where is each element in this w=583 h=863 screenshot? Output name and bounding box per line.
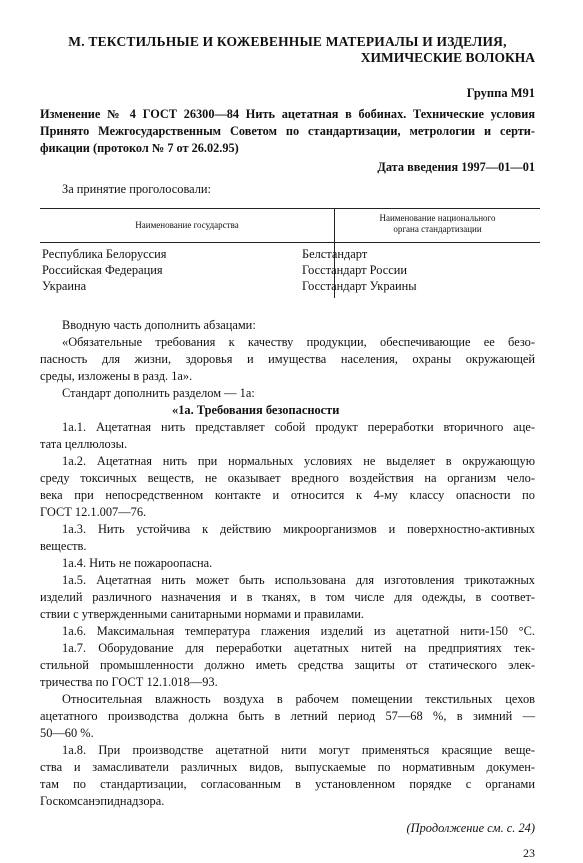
body-line: 1а.6. Максимальная температура глажения изделий из ацетатной нити-150 °С. xyxy=(62,624,535,638)
table-cell-state: Российская Федерация xyxy=(42,263,163,277)
body-line: века при непосредственном контакте и относится к 4-му классу опасности по xyxy=(40,488,535,502)
table-cell-body: Госстандарт Украины xyxy=(302,279,417,293)
body-line: «Обязательные требования к качеству продукции, обеспечивающие ее безо- xyxy=(62,335,535,349)
body-line: там по стандартизации, согласованным в установленном порядке с органами xyxy=(40,777,535,791)
adoption-line1: Принято Межгосударственным Советом по стандартизации, метрологии и серти- xyxy=(40,124,535,138)
safety-section-title: «1а. Требования безопасности xyxy=(172,403,340,417)
body-line: ства и замасливатели различных видов, выпускаемые по нормативным докумен- xyxy=(40,760,535,774)
column-header-body-line1: Наименование национального xyxy=(379,213,496,223)
body-line: 1а.3. Нить устойчива к действию микроорганизмов и поверхностно-активных xyxy=(62,522,535,536)
body-line: среды, изложены в разд. 1а». xyxy=(40,369,193,383)
section-heading-line2: ХИМИЧЕСКИЕ ВОЛОКНА xyxy=(360,50,535,65)
body-line: ацетатного производства должна быть в летний период 57—68 %, в зимний — xyxy=(40,709,535,723)
table-cell-body: Белстандарт xyxy=(302,247,368,261)
table-cell-state: Республика Белоруссия xyxy=(42,247,167,261)
voted-intro: За принятие проголосовали: xyxy=(62,182,211,196)
body-line: 1а.1. Ацетатная нить представляет собой продукт переработки вторичного аце- xyxy=(62,420,535,434)
page-number: 23 xyxy=(523,846,535,860)
body-line: пасность для жизни, здоровья и имущества населения, охраны окружающей xyxy=(40,352,535,366)
body-line: 1а.7. Оборудование для переработки ацетатных нитей на предприятиях тек- xyxy=(62,641,535,655)
table-top-rule xyxy=(40,208,540,209)
body-line: веществ. xyxy=(40,539,87,553)
table-cell-state: Украина xyxy=(42,279,87,293)
amendment-title: Изменение № 4 ГОСТ 26300—84 Нить ацетатная в бобинах. Технические условия xyxy=(40,107,535,121)
continuation-note: (Продолжение см. с. 24) xyxy=(406,821,535,835)
body-line: Вводную часть дополнить абзацами: xyxy=(62,318,256,332)
body-line: тричества по ГОСТ 12.1.018—93. xyxy=(40,675,218,689)
body-line: стильной промышленности должно иметь средства защиты от статического элек- xyxy=(40,658,535,672)
column-header-state: Наименование государства xyxy=(135,220,239,230)
body-line: изделий различного назначения и в тканях, в том числе для одежды, в соответ- xyxy=(40,590,535,604)
body-line: 1а.5. Ацетатная нить может быть использована для изготовления трикотажных xyxy=(62,573,535,587)
body-line: тата целлюлозы. xyxy=(40,437,128,451)
effective-date: Дата введения 1997—01—01 xyxy=(377,160,535,174)
adoption-line2: фикации (протокол № 7 от 26.02.95) xyxy=(40,141,239,155)
body-line: 1а.4. Нить не пожароопасна. xyxy=(62,556,213,570)
table-cell-body: Госстандарт России xyxy=(302,263,407,277)
body-line: Стандарт дополнить разделом — 1а: xyxy=(62,386,255,400)
body-line: Относительная влажность воздуха в рабочем помещении текстильных цехов xyxy=(62,692,535,706)
column-header-body-line2: органа стандартизации xyxy=(393,224,482,234)
table-header-rule xyxy=(40,242,540,243)
body-line: ствии с утвержденными санитарными нормами и правилами. xyxy=(40,607,364,621)
body-line: ГОСТ 12.1.007—76. xyxy=(40,505,147,519)
body-line: 1а.8. При производстве ацетатной нити могут применяться красящие веще- xyxy=(62,743,535,757)
body-line: среду токсичных веществ, не оказывает вредного воздействия на организм чело- xyxy=(40,471,535,485)
body-line: 1а.2. Ацетатная нить при нормальных условиях не выделяет в окружающую xyxy=(62,454,535,468)
body-line: 50—60 %. xyxy=(40,726,94,740)
group-code: Группа М91 xyxy=(466,86,535,100)
body-line: Госкомсанэпиднадзора. xyxy=(40,794,165,808)
section-heading-line1: М. ТЕКСТИЛЬНЫЕ И КОЖЕВЕННЫЕ МАТЕРИАЛЫ И ИЗДЕЛИЯ, xyxy=(68,34,507,49)
